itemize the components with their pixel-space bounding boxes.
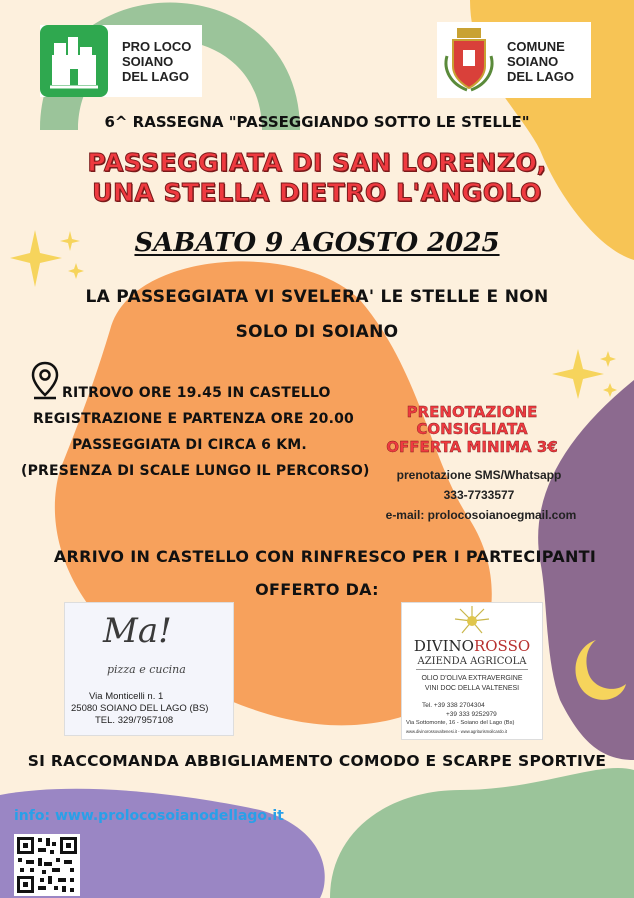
detail-scale: (PRESENZA DI SCALE LUNGO IL PERCORSO) [21, 463, 370, 479]
proloco-logo [40, 25, 202, 97]
event-title-line1: PASSEGGIATA DI SAN LORENZO, [87, 148, 547, 177]
divinorosso-address: Via Sottomonte, 16 - Soiano del Lago (Bs) [406, 720, 515, 726]
divinorosso-name [402, 637, 542, 655]
divinorosso-tel2: +39 333 9252979 [446, 711, 497, 718]
event-date: SABATO 9 AGOSTO 2025 [134, 228, 500, 258]
qr-code[interactable] [14, 834, 80, 896]
sponsor-ma-card [64, 602, 234, 736]
coat-of-arms-icon [441, 26, 497, 94]
booking-email: e-mail: prolocosoianoegmail.com [385, 508, 577, 522]
location-pin-icon [30, 360, 60, 400]
sponsor-divinorosso-card [401, 602, 543, 740]
sponsor-ma-tel: TEL. 329/7957108 [95, 715, 174, 726]
refreshment-line2: OFFERTO DA: [255, 580, 379, 599]
info-website-link[interactable]: info: www.prolocosoianodellago.it [14, 808, 284, 824]
comune-line1: COMUNE [507, 39, 565, 54]
crescent-moon-icon [566, 636, 630, 704]
comune-logo [437, 22, 591, 98]
booking-line3: OFFERTA MINIMA 3€ [386, 438, 558, 456]
sparkle-star-icon [548, 345, 628, 405]
proloco-line2: SOIANO [122, 54, 174, 69]
divinorosso-subtitle: AZIENDA AGRICOLA [417, 656, 527, 667]
sponsor-ma-tagline: pizza e cucina [107, 663, 186, 676]
sponsor-ma-address2: 25080 SOIANO DEL LAGO (BS) [71, 703, 209, 714]
sponsor-ma-name: Ma! [103, 611, 172, 651]
divinorosso-products2: VINI DOC DELLA VALTENESI [424, 685, 520, 692]
divinorosso-tel1: Tel. +39 338 2704304 [422, 702, 485, 709]
event-subtitle-line2: SOLO DI SOIANO [235, 322, 399, 342]
comune-line3: DEL LAGO [507, 69, 574, 84]
detail-registrazione: REGISTRAZIONE E PARTENZA ORE 20.00 [33, 411, 355, 427]
comune-line2: SOIANO [507, 54, 559, 69]
castle-icon [40, 25, 108, 97]
divinorosso-name-left: DIVINO [413, 637, 474, 655]
recommendation: SI RACCOMANDA ABBIGLIAMENTO COMODO E SCARPE SPORTIVE [27, 752, 607, 770]
booking-sms-label: prenotazione SMS/Whatsapp [396, 468, 562, 482]
booking-line2: CONSIGLIATA [416, 420, 528, 438]
sponsor-ma-address1: Via Monticelli n. 1 [89, 691, 164, 702]
detail-passeggiata: PASSEGGIATA DI CIRCA 6 KM. [72, 437, 307, 453]
green-bottom-shape [330, 768, 634, 898]
event-series: 6^ RASSEGNA "PASSEGGIANDO SOTTO LE STELLE" [104, 113, 530, 131]
event-title-line2: UNA STELLA DIETRO L'ANGOLO [92, 178, 542, 207]
sun-logo-icon [454, 605, 490, 637]
divinorosso-divider [416, 669, 528, 670]
event-subtitle-line1: LA PASSEGGIATA VI SVELERA' LE STELLE E NON [85, 287, 549, 307]
proloco-line3: DEL LAGO [122, 69, 189, 84]
booking-phone: 333-7733577 [443, 488, 515, 502]
divinorosso-name-right: ROSSO [473, 637, 531, 655]
divinorosso-web: www.divinorossovaltenesi.it - www.agriturismoilcardo.it [406, 729, 507, 734]
refreshment-line1: ARRIVO IN CASTELLO CON RINFRESCO PER I PARTECIPANTI [53, 547, 597, 566]
booking-line1: PRENOTAZIONE [406, 403, 538, 421]
proloco-line1: PRO LOCO [122, 39, 192, 54]
detail-ritrovo: RITROVO ORE 19.45 IN CASTELLO [62, 385, 331, 401]
divinorosso-products1: OLIO D'OLIVA EXTRAVERGINE [421, 675, 523, 682]
